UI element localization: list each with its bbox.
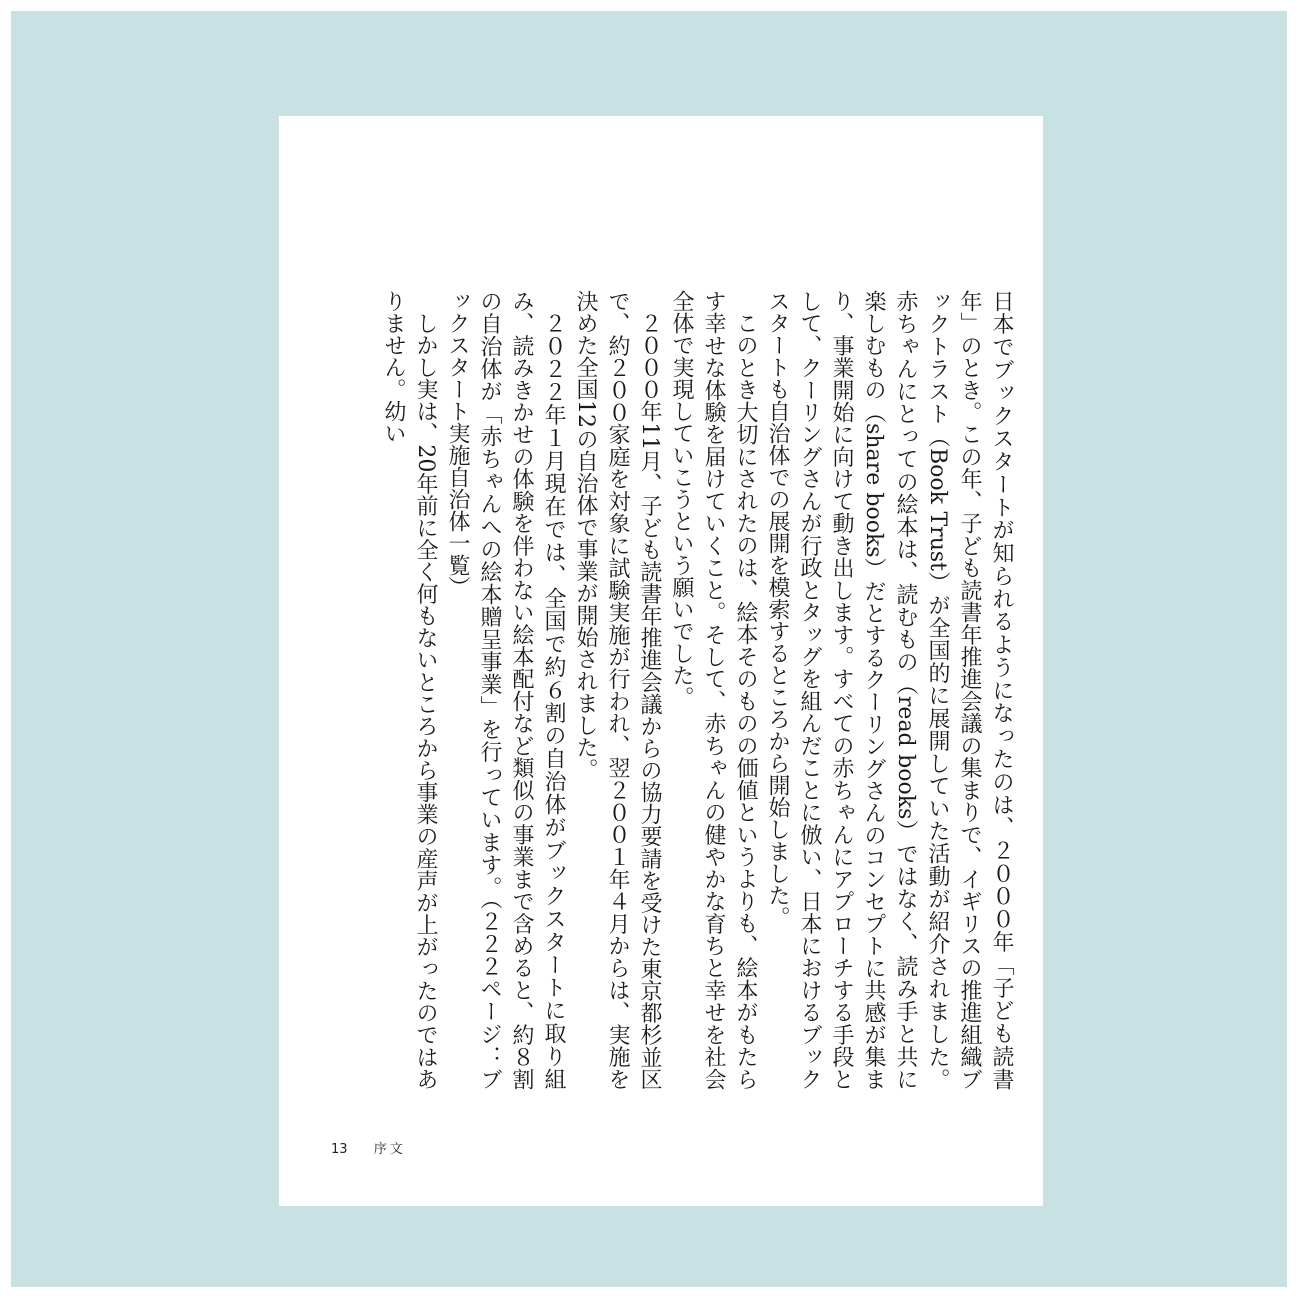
body-text xyxy=(377,290,1017,1090)
page-footer xyxy=(331,1138,406,1157)
paragraph-5: しかし実は、20年前に全く何もないところから事業の産声が上がったのではありません。幼い xyxy=(381,290,438,1090)
background-frame xyxy=(11,11,1287,1287)
section-title: 序文 xyxy=(373,1142,406,1157)
paragraph-4: ２０２２年１月現在では、全国で約６割の自治体がブックスタートに取り組み、読みきかせの体験を伴わない絵本配付など類似の事業まで含めると、約８割の自治体が「赤ちゃんへの絵本贈呈事業」を行っています。（２２２ページ：ブックスタート実施自治体一覧） xyxy=(445,290,566,1091)
paragraph-2: このとき大切にされたのは、絵本そのものの価値というよりも、絵本がもたらす幸せな体験を届けていくこと。そして、赤ちゃんの健やかな育ちと幸せを社会全体で実現していこうという願いでした。 xyxy=(669,290,758,1090)
paragraph-1: 日本でブックスタートが知られるようになったのは、２０００年「子ども読書年」のとき。この年、子ども読書年推進会議の集まりで、イギリスの推進組織ブックトラスト（Book Trust）が全国的に展開していた活動が紹介されました。赤ちゃんにとっての絵本は、読むもの（read books）ではなく、読み手と共に楽しむもの（share books）だとするクーリングさんのコンセプトに共感が集まり、事業開始に向けて動き出します。すべての赤ちゃんにアプローチする手段として、クーリングさんが行政とタッグを組んだことに倣い、日本におけるブックスタートも自治体での展開を模索するところから開始しました。 xyxy=(765,290,1014,1091)
paragraph-3: ２０００年11月、子ども読書年推進会議からの協力要請を受けた東京都杉並区で、約２００家庭を対象に試験実施が行われ、翌２００１年４月からは、実施を決めた全国12の自治体で事業が開始されました。 xyxy=(573,290,662,1090)
page-number: 13 xyxy=(331,1142,348,1157)
book-page xyxy=(279,116,1043,1206)
